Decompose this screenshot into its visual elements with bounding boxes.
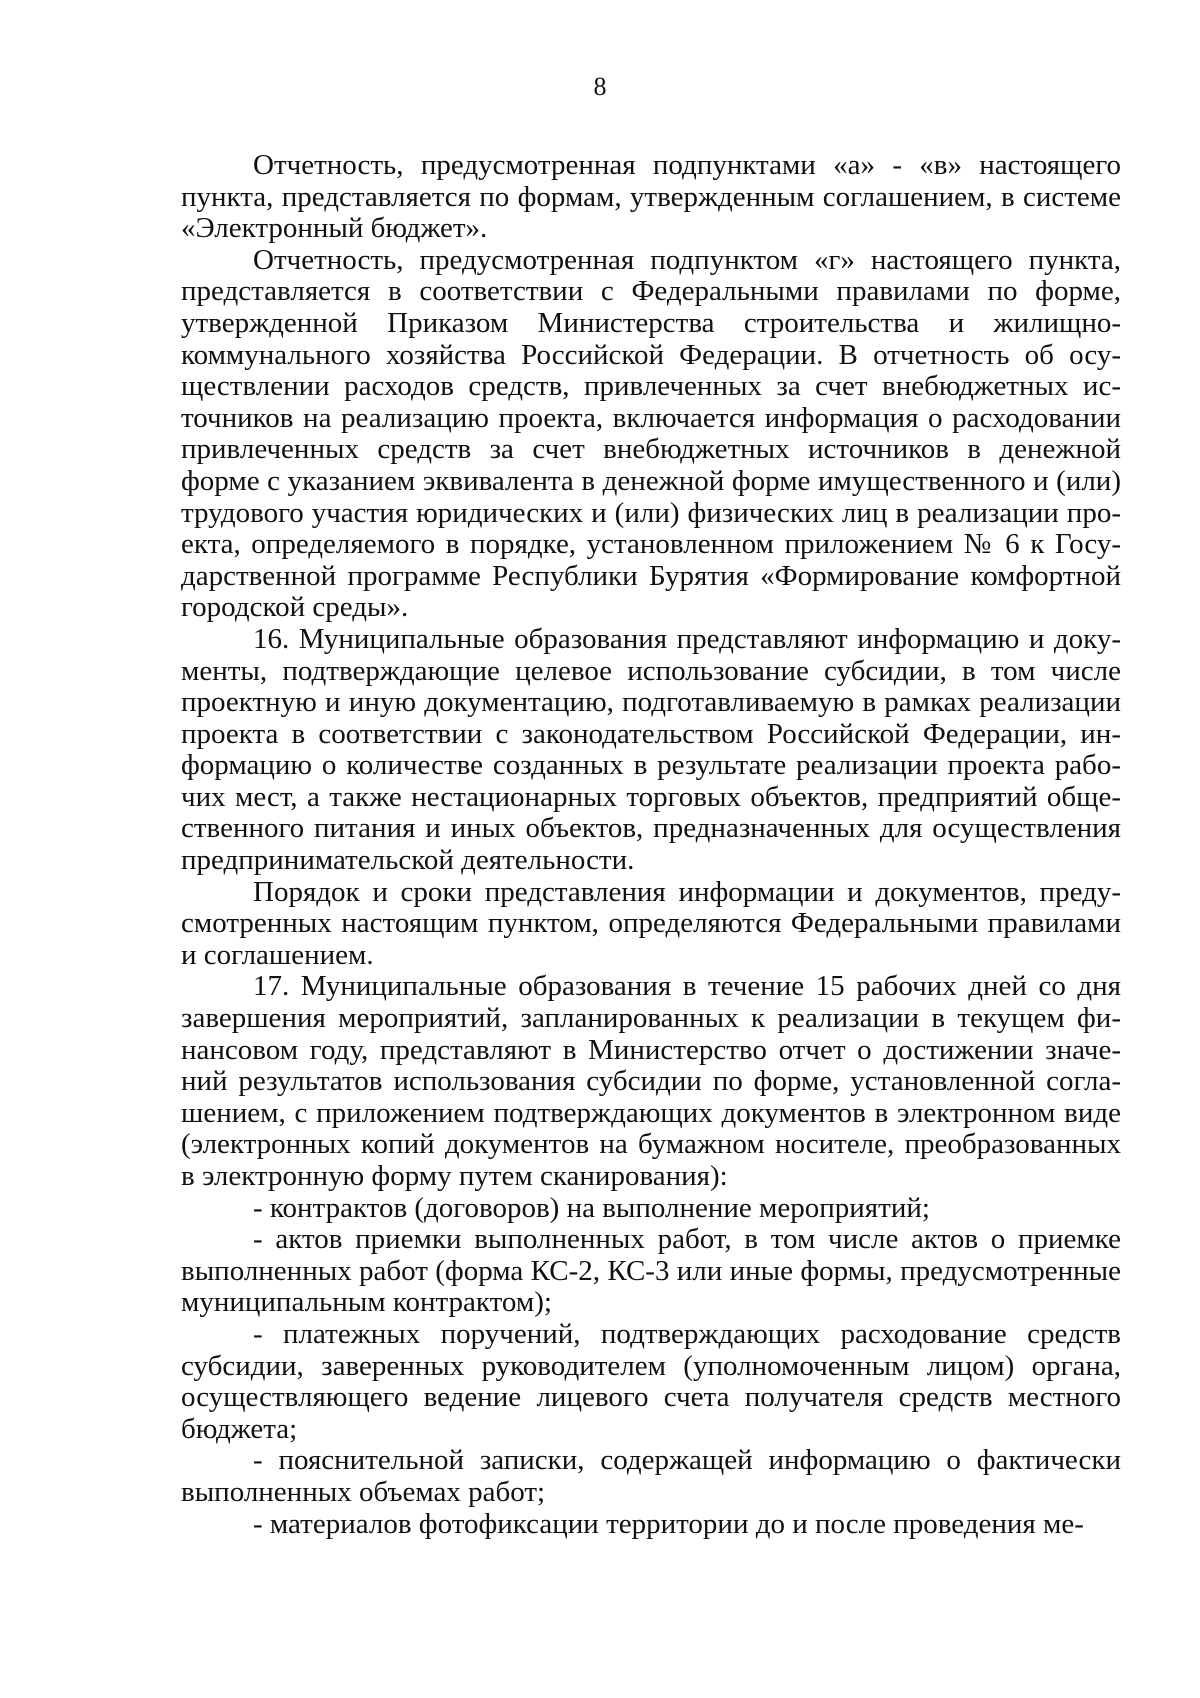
list-item-photo-materials: - материалов фотофиксации территории до и после проведения ме- [253, 1507, 1084, 1540]
page-number: 8 [593, 72, 607, 101]
paragraph-clause-16: 16. Муниципальные образования представляют информацию и документы, подтверждающие целевое использование субсидии, в том числе проектную и иную документацию, подготавливаемую в рамках реализации проекта в соответствии с законодательством Российской Федерации, информацию о количестве созданных в результате реализации проекта рабочих мест, а также нестационарных торговых объектов, предприятий общественного питания и иных объектов, предназначенных для осуществления предпринимательской деятельности. [181, 622, 1121, 877]
list-item-contracts: - контрактов (договоров) на выполнение мероприятий; [253, 1191, 930, 1224]
list-item-acceptance-acts: - актов приемки выполненных работ, в том числе актов о приемке выполненных работ (форма КС-2, КС-3 или иные формы, предусмотренные муниципальным контрактом); [181, 1223, 1121, 1319]
list-item-explanatory-note: - пояснительной записки, содержащей информацию о фактически выполненных объемах работ; [181, 1444, 1121, 1508]
list-item-payment-orders: - платежных поручений, подтверждающих расходование средств субсидии, заверенных руководителем (уполномоченным лицом) органа, осуществляющего ведение лицевого счета получателя средств местного бюджета; [181, 1317, 1121, 1445]
paragraph-procedure-terms: Порядок и сроки представления информации и документов, предусмотренных настоящим пунктом, определяются Федеральными правилами и соглашением. [181, 875, 1121, 971]
paragraph-clause-17: 17. Муниципальные образования в течение 15 рабочих дней со дня завершения мероприятий, запланированных к реализации в текущем финансовом году, представляют в Министерство отчет о достижении значений результатов использования субсидии по форме, установленной соглашением, с приложением подтверждающих документов в электронном виде (электронных копий документов на бумажном носителе, преобразованных в электронную форму путем сканирования): [181, 970, 1121, 1192]
document-body [181, 150, 1121, 1540]
paragraph-reporting-forms: Отчетность, предусмотренная подпунктами «а» - «в» настоящего пункта, представляется по формам, утвержденным соглашением, в системе «Электронный бюджет». [181, 149, 1121, 245]
paragraph-reporting-federal-rules: Отчетность, предусмотренная подпунктом «г» настоящего пункта, представляется в соответствии с Федеральными правилами по форме, утвержденной Приказом Министерства строительства и жилищно-коммунального хозяйства Российской Федерации. В отчетность об осуществлении расходов средств, привлеченных за счет внебюджетных источников на реализацию проекта, включается информация о расходовании привлеченных средств за счет внебюджетных источников в денежной форме с указанием эквивалента в денежной форме имущественного и (или) трудового участия юридических и (или) физических лиц в реализации проекта, определяемого в порядке, установленном приложением № 6 к Государственной программе Республики Бурятия «Формирование комфортной городской среды». [181, 243, 1121, 624]
